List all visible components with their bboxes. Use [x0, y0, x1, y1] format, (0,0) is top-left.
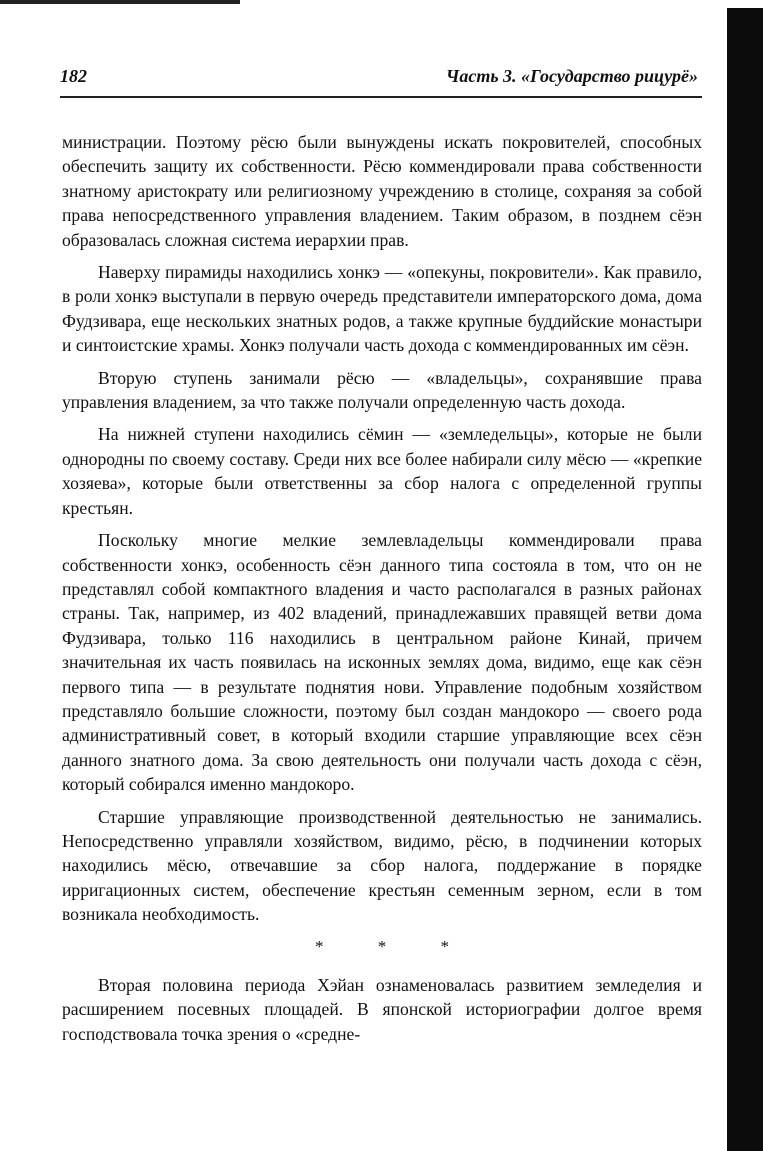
- paragraph-4: На нижней ступени находились сёмин — «земледельцы», которые не были однородны по своему составу. Среди них все более набирали силу мёсю — «крепкие хозяева», которые были ответственны за сбор налога с определенной группы крестьян.: [62, 424, 702, 518]
- page-header: [60, 62, 698, 94]
- body-text: [62, 130, 702, 1054]
- scan-dark-edge: [727, 8, 763, 1151]
- top-edge-rule: [0, 0, 240, 4]
- paragraph-3: Вторую ступень занимали рёсю — «владельцы», сохранявшие права управления владением, за что также получали определенную часть дохода.: [62, 367, 702, 413]
- paragraph-5: Поскольку многие мелкие землевладельцы коммендировали права собственности хонкэ, особенность сёэн данного типа состояла в том, что он не представлял собой компактного владения и часто располагался в разных районах страны. Так, например, из 402 владений, принадлежавших правящей ветви дома Фудзивара, только 116 находились в центральном районе Кинай, причем значительная их часть появилась на исконных землях дома, видимо, еще как сёэн первого типа — в результате поднятия нови. Управление подобным хозяйством представляло большие сложности, поэтому был создан мандокоро — своего рода административный совет, в который входили старшие управляющие всех сёэн данного знатного дома. За свою деятельность они получали часть дохода с сёэн, который собирался именно мандокоро.: [62, 530, 702, 795]
- paragraph-2: Наверху пирамиды находились хонкэ — «опекуны, покровители». Как правило, в роли хонкэ выступали в первую очередь представители императорского дома, дома Фудзивара, еще нескольких знатных родов, а также крупные буддийские монастыри и синтоистские храмы. Хонкэ получали часть дохода с коммендированных им сёэн.: [62, 262, 702, 356]
- paragraph-7: Вторая половина периода Хэйан ознаменовалась развитием земледелия и расширением посевных площадей. В японской историографии долгое время господствовала точка зрения о «средне-: [62, 975, 702, 1044]
- header-rule: [60, 96, 702, 98]
- paragraph-1: министрации. Поэтому рёсю были вынуждены искать покровителей, способных обеспечить защиту их собственности. Рёсю коммендировали права собственности знатному аристократу или религиозному учреждению в столице, сохраняя за собой права непосредственного управления владением. Таким образом, в позднем сёэн образовалась сложная система иерархии прав.: [62, 132, 702, 250]
- paragraph-6: Старшие управляющие производственной деятельностью не занимались. Непосредственно управляли хозяйством, видимо, рёсю, в подчинении которых находились мёсю, отвечавшие за сбор налога, поддержание в порядке ирригационных систем, обеспечение крестьян семенным зерном, если в том возникала необходимость.: [62, 806, 702, 925]
- section-separator: * * *: [315, 936, 449, 956]
- page-number: 182: [60, 66, 87, 86]
- running-title: Часть 3. «Государство рицурё»: [445, 66, 698, 86]
